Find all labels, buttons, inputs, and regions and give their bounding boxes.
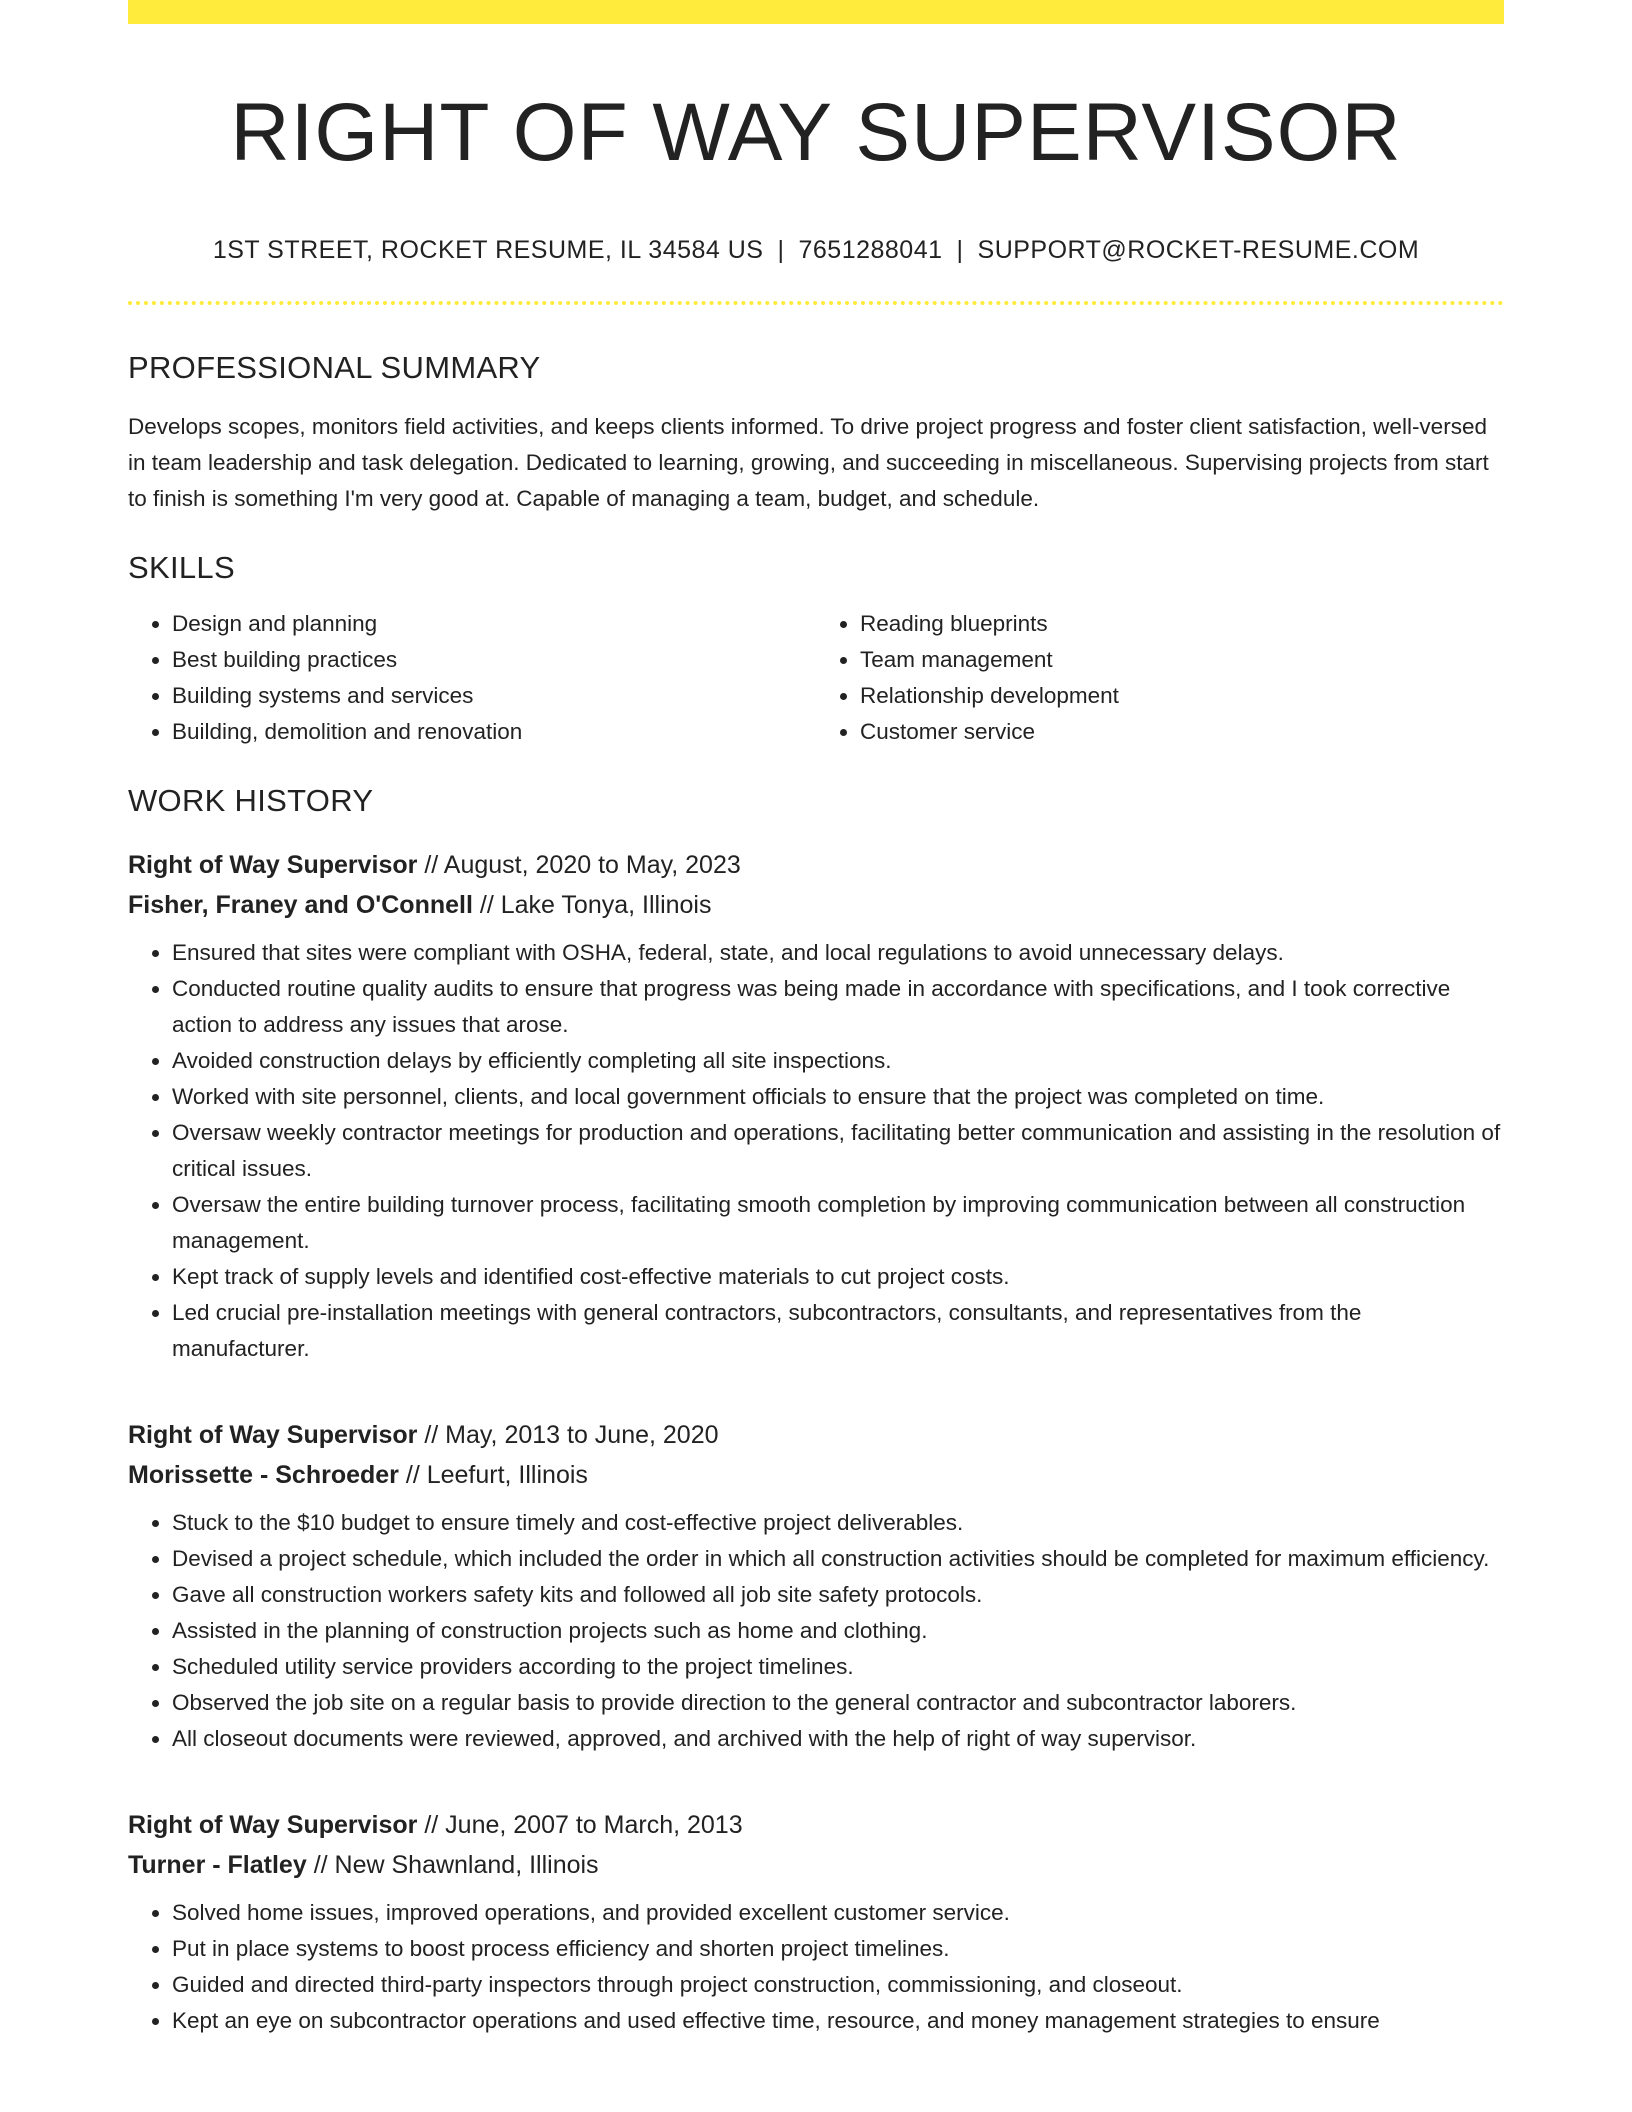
job-company-line: [128, 1845, 1504, 1885]
job-bullets: [128, 1505, 1504, 1757]
job-bullet: • Stuck to the $10 budget to ensure timely and cost-effective project deliverables.: [172, 1505, 1504, 1541]
job-role-line: [128, 1805, 1504, 1845]
job-bullets: [128, 935, 1504, 1367]
dotted-divider: [128, 301, 1504, 305]
contact-separator: |: [956, 236, 964, 265]
job-bullet: • Observed the job site on a regular basis to provide direction to the general contractor and subcontractor laborers.: [172, 1685, 1504, 1721]
section-title-work-history: WORK HISTORY: [128, 782, 374, 818]
job-bullet: • Guided and directed third-party inspectors through project construction, commissioning, and closeout.: [172, 1967, 1504, 2003]
contact-separator: |: [777, 236, 785, 265]
job-bullet: • Avoided construction delays by efficiently completing all site inspections.: [172, 1043, 1504, 1079]
job-dates: // June, 2007 to March, 2013: [417, 1810, 743, 1839]
skill-item: • Relationship development: [860, 678, 1504, 714]
job-location: // Lake Tonya, Illinois: [472, 890, 712, 919]
job-bullet: • Gave all construction workers safety kits and followed all job site safety protocols.: [172, 1577, 1504, 1613]
skill-item: • Team management: [860, 642, 1504, 678]
job-entry: [128, 845, 1504, 1367]
skills-column-right: [816, 606, 1504, 750]
skills-column-left: [128, 606, 816, 750]
job-bullet: • Ensured that sites were compliant with OSHA, federal, state, and local regulations to avoid unnecessary delays.: [172, 935, 1504, 971]
job-role: Right of Way Supervisor: [128, 1420, 418, 1449]
skill-item: • Design and planning: [172, 606, 816, 642]
job-bullet: • Worked with site personnel, clients, and local government officials to ensure that the project was completed on time.: [172, 1079, 1504, 1115]
skills-list: [128, 606, 1504, 750]
job-location: // Leefurt, Illinois: [398, 1460, 588, 1489]
contact-email: SUPPORT@ROCKET-RESUME.COM: [977, 236, 1420, 265]
contact-line: [128, 236, 1504, 265]
job-bullet: • Put in place systems to boost process efficiency and shorten project timelines.: [172, 1931, 1504, 1967]
job-bullet: • Oversaw weekly contractor meetings for production and operations, facilitating better communication and assisting in the resolution of critical issues.: [172, 1115, 1504, 1187]
job-company-line: [128, 885, 1504, 925]
job-bullet: • Kept track of supply levels and identified cost-effective materials to cut project costs.: [172, 1259, 1504, 1295]
job-bullet: • Conducted routine quality audits to ensure that progress was being made in accordance with specifications, and I took corrective action to address any issues that arose.: [172, 971, 1504, 1043]
job-bullet: • Kept an eye on subcontractor operations and used effective time, resource, and money management strategies to ensure: [172, 2003, 1504, 2039]
job-dates: // May, 2013 to June, 2020: [417, 1420, 719, 1449]
job-bullet: • Scheduled utility service providers according to the project timelines.: [172, 1649, 1504, 1685]
job-bullets: [128, 1895, 1504, 2039]
job-bullet: • All closeout documents were reviewed, approved, and archived with the help of right of way supervisor.: [172, 1721, 1504, 1757]
job-role: Right of Way Supervisor: [128, 1810, 418, 1839]
summary-text: Develops scopes, monitors field activities, and keeps clients informed. To drive project progress and foster client satisfaction, well-versed in team leadership and task delegation. Dedicated to learning, growing, and succeeding in miscellaneous. Supervising projects from start to finish is something I'm very good at. Capable of managing a team, budget, and schedule.: [128, 413, 1489, 511]
contact-address: 1ST STREET, ROCKET RESUME, IL 34584 US: [212, 236, 764, 265]
skill-item: • Reading blueprints: [860, 606, 1504, 642]
skill-item: • Best building practices: [172, 642, 816, 678]
job-dates: // August, 2020 to May, 2023: [417, 850, 741, 879]
contact-phone: 7651288041: [798, 236, 943, 265]
skill-item: • Building systems and services: [172, 678, 816, 714]
job-company: Morissette - Schroeder: [128, 1460, 399, 1489]
job-bullet: • Devised a project schedule, which included the order in which all construction activities should be completed for maximum efficiency.: [172, 1541, 1504, 1577]
job-bullet: • Assisted in the planning of construction projects such as home and clothing.: [172, 1613, 1504, 1649]
job-company: Turner - Flatley: [128, 1850, 307, 1879]
job-entry: [128, 1805, 1504, 2039]
job-bullet: • Oversaw the entire building turnover process, facilitating smooth completion by improving communication between all construction management.: [172, 1187, 1504, 1259]
skill-item: • Building, demolition and renovation: [172, 714, 816, 750]
job-role-line: [128, 845, 1504, 885]
section-title-summary: PROFESSIONAL SUMMARY: [128, 350, 541, 386]
job-company-line: [128, 1455, 1504, 1495]
resume-page: [128, 0, 1504, 2039]
accent-top-bar: [128, 0, 1504, 24]
job-role: Right of Way Supervisor: [128, 850, 418, 879]
job-bullet: • Solved home issues, improved operations, and provided excellent customer service.: [172, 1895, 1504, 1931]
job-company: Fisher, Franey and O'Connell: [128, 890, 473, 919]
job-bullet: • Led crucial pre-installation meetings with general contractors, subcontractors, consultants, and representatives from the manufacturer.: [172, 1295, 1504, 1367]
skill-item: • Customer service: [860, 714, 1504, 750]
resume-title: RIGHT OF WAY SUPERVISOR: [230, 87, 1402, 178]
job-entry: [128, 1415, 1504, 1757]
section-title-skills: SKILLS: [128, 549, 235, 585]
job-role-line: [128, 1415, 1504, 1455]
job-location: // New Shawnland, Illinois: [306, 1850, 599, 1879]
